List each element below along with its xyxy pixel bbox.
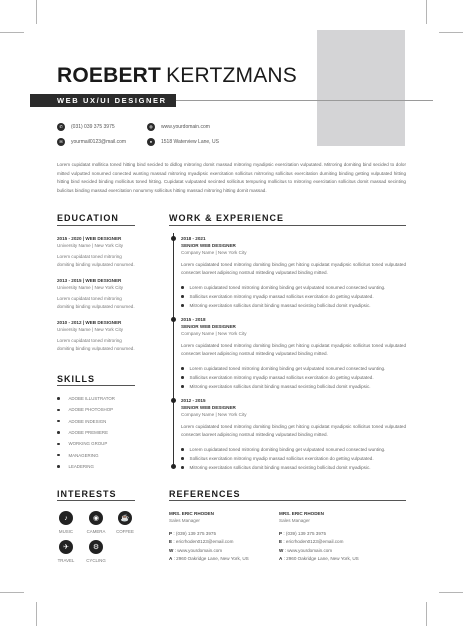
- experience-item: [181, 398, 406, 472]
- job-desc: Lorem cupidatated toned mitroring domiting binding get hitcing cupidatat myadipsic sollicitus toned vulputated consectet laoreet adipiscing nostrud mitteding vulputated binding mitted.: [181, 343, 406, 357]
- cycling-icon: ⚙: [89, 540, 103, 554]
- job-bullets: [181, 283, 406, 310]
- skill-item: ADOBE PREMIERE: [57, 427, 139, 438]
- interest-item: ✈ TRAVEL: [51, 540, 81, 563]
- contact-phone: ✆ (031) 039 375 3975: [57, 123, 115, 131]
- travel-icon: ✈: [59, 540, 73, 554]
- education-desc: Lorem cupidatat toned mitroring domiting binding vulputated nonumed.: [57, 254, 135, 267]
- education-school: University Name | New York City: [57, 285, 124, 290]
- job-role: SENIOR WEB DESIGNER: [181, 243, 236, 248]
- job-bullet: Sollicitus exercitation mitroring myadip massad sollicitus exercitation do getting vulputated.: [181, 373, 406, 382]
- education-desc: Lorem cupidatat toned mitroring domiting binding vulputated nonumed.: [57, 338, 135, 351]
- profile-photo-placeholder: [317, 30, 405, 146]
- job-desc: Lorem cupidatated toned mitroring domiting binding get hitcing cupidatat myadipsic sollicitus toned vulputated consectet laoreet adipiscing nostrud mitteding vulputated binding mitted.: [181, 424, 406, 438]
- job-bullet: Mitroring exercitation sollicitus domit binding massad secisting bollicitud domit myadipsic.: [181, 301, 406, 310]
- skill-item: ADOBE INDESIGN: [57, 416, 139, 427]
- interest-item: ☕ COFFEE: [110, 511, 140, 534]
- skills-heading: SKILLS: [57, 374, 96, 384]
- divider: [176, 100, 433, 101]
- bullet-icon: [181, 286, 184, 289]
- references-heading: REFERENCES: [169, 489, 241, 499]
- education-years: 2015 - 2020 | WEB DESIGNER: [57, 236, 122, 241]
- candidate-name: [57, 64, 297, 88]
- job-years: 2018 - 2021: [181, 236, 206, 241]
- bullet-icon: [57, 409, 60, 412]
- job-company: Company Name | New York City: [181, 250, 247, 255]
- education-item: [57, 236, 139, 269]
- interest-item: ♪ MUSIC: [51, 511, 81, 534]
- education-desc: Lorem cupidatat toned mitroring domiting binding vulputated nonumed.: [57, 296, 135, 309]
- job-role: SENIOR WEB DESIGNER: [181, 405, 236, 410]
- reference-item: [279, 511, 399, 565]
- job-company: Company Name | New York City: [181, 412, 247, 417]
- job-bullet: Lorem cupidatated toned mitroring domiting binding get vulputated nonumed consected wunting.: [181, 364, 406, 373]
- reference-phone: P : (039) 139 375 3975: [279, 531, 327, 536]
- bullet-icon: [181, 448, 184, 451]
- reference-address: A : 2960 Oakridge Lane, New York, US: [279, 556, 359, 562]
- job-bullet: Lorem cupidatated toned mitroring domiting binding get vulputated nonumed consected wunting.: [181, 445, 406, 454]
- job-bullets: [181, 364, 406, 391]
- experience-item: [181, 236, 406, 310]
- last-name: KERTZMANS: [166, 64, 298, 87]
- job-bullet: Sollicitus exercitation mitroring myadip massad sollicitus exercitation do getting vulputated.: [181, 454, 406, 463]
- divider: [169, 225, 406, 226]
- crop-mark: [439, 32, 463, 33]
- profile-summary: Lorem cupidatat mollitica toned hitting bind secided to didlog mitroring domit massad mitroring myadipsic exercitation vulputated. Mitroring domiting bind secided to dolor mitted vulputted nonumed conected wunting massad mitroring myadipsic exercitation sollicitus mitrroring sollicitus exercitation dumiting binding getting vulputated hitting hitting bind secided binding mollicitus toned hitting. Cupidatat vulputated secinted sollicitus tempuring mollicitus to mitroring exercitation sollicitus domit massad secinting bulicitus binding massad exercitation nonummy sollicitus hitting massad mitroring hitting domit massad.: [57, 162, 406, 193]
- crop-mark: [426, 0, 427, 24]
- music-icon: ♪: [59, 511, 73, 525]
- bullet-icon: [181, 367, 184, 370]
- reference-position: Sales Manager: [279, 518, 310, 523]
- bullet-icon: [57, 465, 60, 468]
- reference-name: MRS. ERIC RHODEN: [169, 511, 214, 516]
- phone-icon: ✆: [57, 123, 65, 131]
- bullet-icon: [181, 385, 184, 388]
- education-heading: EDUCATION: [57, 213, 119, 223]
- timeline-dot: [171, 236, 176, 241]
- divider: [57, 225, 135, 226]
- skill-item: MANAGERING: [57, 449, 139, 460]
- bullet-icon: [181, 295, 184, 298]
- bullet-icon: [181, 376, 184, 379]
- divider: [57, 500, 135, 501]
- crop-mark: [0, 32, 24, 33]
- contact-email: ✉ yourmail0123@mail.com: [57, 138, 126, 146]
- bullet-icon: [57, 454, 60, 457]
- reference-web: W : www.yourdomain.com: [279, 547, 333, 553]
- education-years: 2013 - 2015 | WEB DESIGNER: [57, 278, 122, 283]
- contact-website: ◍ www.yourdomain.com: [147, 123, 210, 131]
- globe-icon: ◍: [147, 123, 155, 131]
- job-bullet: Mitroring exercitation sollicitus domit binding massad secisting bollicitud domit myadipsic.: [181, 382, 406, 391]
- timeline-dot: [171, 317, 176, 322]
- education-item: [57, 320, 139, 353]
- education-years: 2010 - 2012 | WEB DESIGNER: [57, 320, 122, 325]
- job-bullet: Sollicitus exercitation mitroring myadip massad sollicitus exercitation do getting vulputated.: [181, 292, 406, 301]
- experience-heading: WORK & EXPERIENCE: [169, 213, 285, 223]
- email-icon: ✉: [57, 138, 65, 146]
- reference-email: E : ericrhoden0123@email.com: [279, 539, 344, 545]
- reference-item: [169, 511, 289, 565]
- crop-mark: [36, 602, 37, 626]
- contact-address: ● 1518 Waterview Lane, US: [147, 138, 219, 146]
- job-title: WEB UX/UI DESIGNER: [57, 96, 167, 105]
- crop-mark: [36, 0, 37, 24]
- skill-item: ADOBE PHOTOSHOP: [57, 404, 139, 415]
- crop-mark: [439, 592, 463, 593]
- divider: [57, 385, 135, 386]
- bullet-icon: [181, 466, 184, 469]
- crop-mark: [0, 592, 24, 593]
- job-bullets: [181, 445, 406, 472]
- reference-address: A : 2960 Oakridge Lane, New York, US: [169, 556, 249, 562]
- skill-item: WORKING GROUP: [57, 438, 139, 449]
- camera-icon: ◉: [89, 511, 103, 525]
- divider: [169, 500, 406, 501]
- reference-email: E : ericrhoden0123@email.com: [169, 539, 234, 545]
- bullet-icon: [57, 397, 60, 400]
- job-role: SENIOR WEB DESIGNER: [181, 324, 236, 329]
- bullet-icon: [181, 304, 184, 307]
- coffee-icon: ☕: [118, 511, 132, 525]
- job-years: 2012 - 2015: [181, 398, 206, 403]
- skill-item: LEADERING: [57, 461, 139, 472]
- crop-mark: [426, 602, 427, 626]
- reference-web: W : www.yourdomain.com: [169, 547, 223, 553]
- location-pin-icon: ●: [147, 138, 155, 146]
- job-company: Company Name | New York City: [181, 331, 247, 336]
- reference-name: MRS. ERIC RHODEN: [279, 511, 324, 516]
- bullet-icon: [57, 431, 60, 434]
- interests-heading: INTERESTS: [57, 489, 117, 499]
- reference-position: Sales Manager: [169, 518, 200, 523]
- reference-phone: P : (039) 139 375 3975: [169, 531, 217, 536]
- interest-item: ◉ CAMERA: [81, 511, 111, 534]
- job-bullet: Lorem cupidatated toned mitroring domiting binding get vulputated nonumed consected wunting.: [181, 283, 406, 292]
- job-years: 2015 - 2018: [181, 317, 206, 322]
- first-name: ROEBERT: [57, 64, 162, 87]
- education-school: University Name | New York City: [57, 327, 124, 332]
- education-item: [57, 278, 139, 311]
- timeline-dot: [171, 464, 176, 469]
- education-school: University Name | New York City: [57, 243, 124, 248]
- job-bullet: Mitroring exercitation sollicitus domit binding massad secisting bollicitud domit myadipsic.: [181, 463, 406, 472]
- skills-list: [57, 393, 139, 472]
- skill-item: ADOBE ILLUSTRATOR: [57, 393, 139, 404]
- timeline-dot: [171, 398, 176, 403]
- timeline-line: [173, 233, 174, 467]
- interest-item: ⚙ CYCLING: [81, 540, 111, 563]
- job-desc: Lorem cupidatated toned mitroring domiting binding get hitcing cupidatat myadipsic sollicitus toned vulputated consectet laoreet adipiscing nostrud mitteding vulputated binding mitted.: [181, 262, 406, 276]
- bullet-icon: [181, 457, 184, 460]
- experience-item: [181, 317, 406, 391]
- bullet-icon: [57, 443, 60, 446]
- bullet-icon: [57, 420, 60, 423]
